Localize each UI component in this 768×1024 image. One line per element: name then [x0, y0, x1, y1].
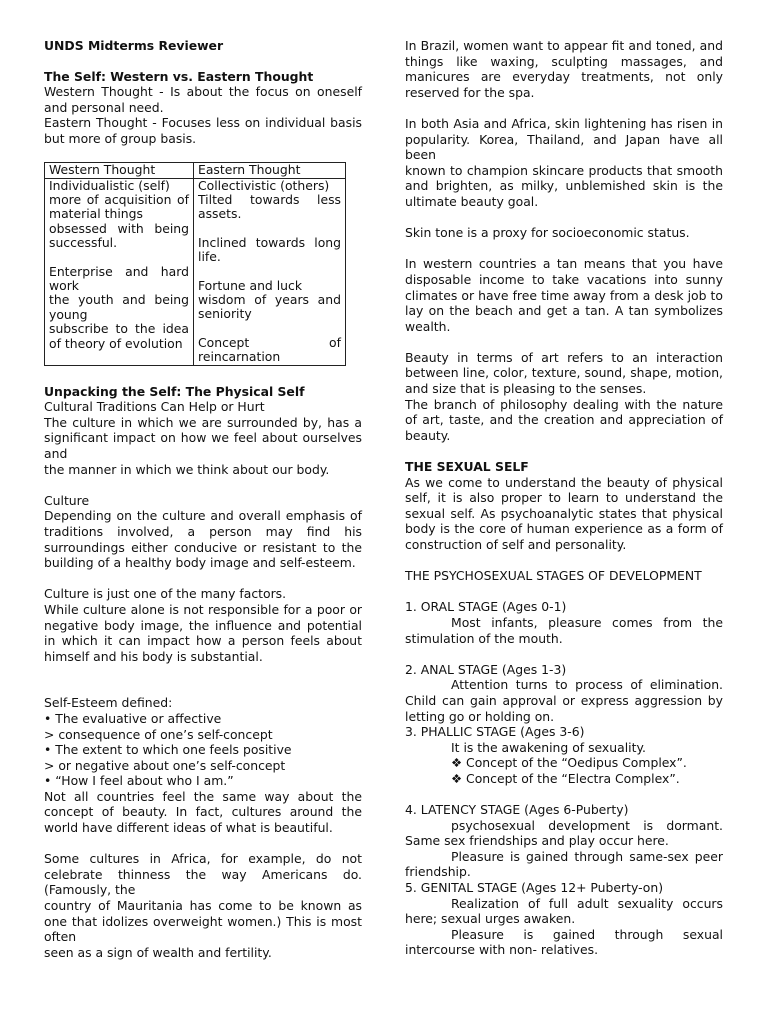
document-title: UNDS Midterms Reviewer — [44, 38, 224, 53]
list-item: ❖ Concept of the “Electra Complex”. — [451, 770, 680, 786]
phallic-stage-text: It is the awakening of sexuality. — [451, 739, 646, 755]
list-item: • The extent to which one feels positive — [44, 742, 292, 758]
list-item: ❖ Concept of the “Oedipus Complex”. — [451, 755, 687, 771]
table-cell: Fortune and luck — [198, 277, 303, 293]
sexual-self-paragraph: As we come to understand the beauty of physical self, it is also proper to learn to understand the sexual self. As psychoanalytic states that physical body is the core of human experience as a form of construction of self and personality. — [405, 474, 723, 552]
culture-paragraph: Culture is just one of the many factors. — [44, 586, 287, 602]
tan-paragraph: In western countries a tan means that you have disposable income to take vacations into sunny climates or have free time away from a desk job to lay on the beach and get a tan. A tan symbolizes wealth. — [405, 256, 723, 334]
culture-paragraph: the manner in which we think about our body. — [44, 461, 330, 477]
section-title-western-eastern: The Self: Western vs. Eastern Thought — [44, 68, 314, 84]
table-cell: the youth and being young — [49, 292, 189, 322]
table-cell: Inclined towards long life. — [198, 234, 341, 265]
sexual-self-title: THE SEXUAL SELF — [405, 459, 529, 475]
table-cell: Tilted towards less assets. — [198, 191, 341, 222]
beauty-paragraph: Not all countries feel the same way about the concept of beauty. In fact, cultures around the world have different ideas of what is beautiful. — [44, 788, 362, 836]
genital-stage-text: Realization of full adult sexuality occurs here; sexual urges awaken. — [405, 895, 723, 927]
right-column — [405, 38, 723, 958]
list-item: • “How I feel about who I am.” — [44, 773, 234, 789]
oral-stage-heading: 1. ORAL STAGE (Ages 0-1) — [405, 599, 567, 615]
africa-paragraph: Some cultures in Africa, for example, do not celebrate thinness the way Americans do. (Famously, the — [44, 851, 362, 898]
list-item: > or negative about one’s self-concept — [44, 757, 286, 773]
latency-stage-text: psychosexual development is dormant. Same sex friendships and play occur here. — [405, 817, 723, 849]
list-item: > consequence of one’s self-concept — [44, 726, 273, 742]
section-title-physical-self: Unpacking the Self: The Physical Self — [44, 383, 305, 399]
culture-paragraph: Depending on the culture and overall emphasis of traditions involved, a person may find his surroundings either conducive or resistant to the building of a healthy body image and self-esteem. — [44, 508, 362, 571]
skin-tone-text: Skin tone is a proxy for socioeconomic status. — [405, 225, 690, 241]
latency-stage-text: Pleasure is gained through same-sex peer friendship. — [405, 848, 723, 880]
table-cell: Enterprise and hard work — [49, 263, 189, 293]
latency-stage-heading: 4. LATENCY STAGE (Ages 6-Puberty) — [405, 802, 629, 818]
table-row — [45, 178, 346, 365]
self-esteem-heading: Self-Esteem defined: — [44, 695, 173, 711]
oral-stage-text: Most infants, pleasure comes from the stimulation of the mouth. — [405, 614, 723, 646]
table-cell: more of acquisition of material things — [49, 191, 189, 222]
art-paragraph: The branch of philosophy dealing with the nature of art, taste, and the creation and appreciation of beauty. — [405, 396, 723, 443]
culture-heading: Culture — [44, 492, 90, 508]
table-cell: Collectivistic (others) — [198, 177, 330, 193]
table-header-cell: Western Thought — [45, 163, 194, 178]
culture-paragraph: While culture alone is not responsible for a poor or negative body image, the influence and potential in which it can impact how a person feels about himself and his body is substantial. — [44, 601, 362, 664]
genital-stage-text: Pleasure is gained through sexual intercourse with non- relatives. — [405, 926, 723, 958]
table-cell: subscribe to the idea of theory of evolution — [49, 321, 189, 351]
table-header-row — [45, 163, 346, 178]
list-item: • The evaluative or affective — [44, 710, 222, 726]
asia-paragraph: In both Asia and Africa, skin lightening has risen in popularity. Korea, Thailand, and Japan have all been — [405, 115, 723, 163]
cultural-traditions-subtitle: Cultural Traditions Can Help or Hurt — [44, 399, 265, 415]
eastern-thought-definition: Eastern Thought - Focuses less on individual basis but more of group basis. — [44, 115, 362, 146]
table-cell: obsessed with being successful. — [49, 220, 189, 251]
left-column — [44, 38, 362, 960]
table-cell: Individualistic (self) — [49, 177, 170, 193]
africa-paragraph: seen as a sign of wealth and fertility. — [44, 944, 272, 960]
asia-paragraph: known to champion skincare products that smooth and brighten, as milky, unblemished skin is the ultimate beauty goal. — [405, 162, 723, 209]
table-cell: Concept of reincarnation — [198, 334, 341, 365]
art-paragraph: Beauty in terms of art refers to an interaction between line, color, texture, sound, shape, motion, and size that is pleasing to the senses. — [405, 349, 723, 397]
culture-paragraph: The culture in which we are surrounded by, has a significant impact on how we feel about ourselves and — [44, 414, 362, 461]
anal-stage-heading: 2. ANAL STAGE (Ages 1-3) — [405, 661, 567, 677]
brazil-paragraph: In Brazil, women want to appear fit and toned, and things like waxing, sculpting massages, and manicures are everyday treatments, not only reserved for the spa. — [405, 38, 723, 100]
africa-paragraph: country of Mauritania has come to be known as one that idolizes overweight women.) This is most often — [44, 898, 362, 945]
comparison-table — [44, 162, 346, 365]
stages-title: THE PSYCHOSEXUAL STAGES OF DEVELOPMENT — [405, 568, 702, 584]
phallic-stage-heading: 3. PHALLIC STAGE (Ages 3-6) — [405, 724, 585, 740]
table-cell: wisdom of years and seniority — [198, 292, 341, 322]
genital-stage-heading: 5. GENITAL STAGE (Ages 12+ Puberty-on) — [405, 880, 664, 896]
anal-stage-text: Attention turns to process of elimination. Child can gain approval or express aggression by letting go or holding on. — [405, 677, 723, 724]
western-thought-definition: Western Thought - Is about the focus on oneself and personal need. — [44, 84, 362, 115]
table-header-cell: Eastern Thought — [194, 163, 346, 178]
